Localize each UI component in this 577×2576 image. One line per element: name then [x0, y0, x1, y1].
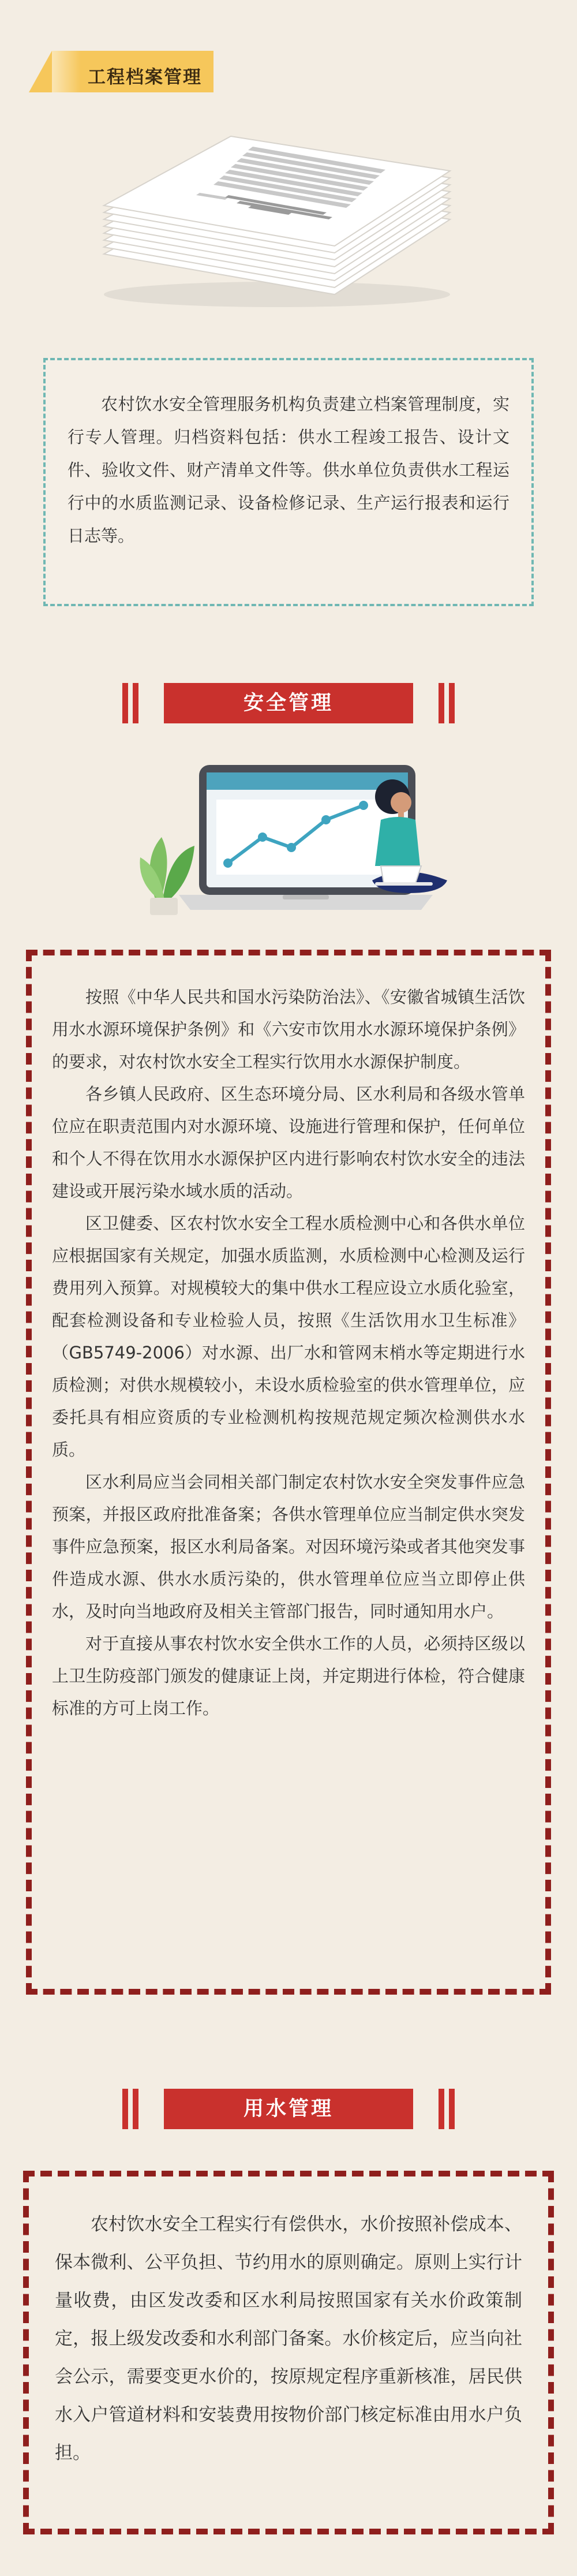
- safety-title: 安全管理: [164, 683, 413, 723]
- documents-stack-illustration: [92, 121, 462, 312]
- water-content-box: [23, 2171, 554, 2534]
- safety-content-box: [26, 950, 551, 1995]
- water-title: 用水管理: [164, 2089, 413, 2129]
- title-bar-mark: [449, 683, 455, 723]
- title-bar-mark: [133, 2089, 138, 2129]
- water-paragraph: 农村饮水安全工程实行有偿供水，水价按照补偿成本、保本微利、公平负担、节约用水的原则确定。原则上实行计量收费，由区发改委和区水利局按照国家有关水价政策制定，报上级发改委和水利部门备案。水价核定后，应当向社会公示，需要变更水价的，按原规定程序重新核准，居民供水入户管道材料和安装费用按物价部门核定标准由用水户负担。: [55, 2214, 522, 2463]
- title-bar-mark: [133, 683, 138, 723]
- safety-paragraph: 区水利局应当会同相关部门制定农村饮水安全突发事件应急预案，并报区政府批准备案；各供水管理单位应当制定供水突发事件应急预案，报区水利局备案。对因环境污染或者其他突发事件造成水源、供水水质污染的，供水管理单位应当立即停止供水，及时向当地政府及相关主管部门报告，同时通知用水户。: [52, 1472, 525, 1621]
- safety-paragraph: 按照《中华人民共和国水污染防治法》、《安徽省城镇生活饮用水水源环境保护条例》和《六安市饮用水水源环境保护条例》的要求，对农村饮水安全工程实行饮用水水源保护制度。: [52, 987, 525, 1072]
- archive-section-title: 工程档案管理: [88, 67, 202, 88]
- title-bar-mark: [439, 2089, 444, 2129]
- safety-paragraph: 区卫健委、区农村饮水安全工程水质检测中心和各供水单位应根据国家有关规定，加强水质监测，水质检测中心检测及运行费用列入预算。对规模较大的集中供水工程应设立水质化验室，配套检测设备和专业检验人员，按照《生活饮用水卫生标准》（GB5749-2006）对水源、出厂水和管网末梢水等定期进行水质检测；对供水规模较小，未设水质检验室的供水管理单位，应委托具有相应资质的专业检测机构按规范规定频次检测供水水质。: [52, 1214, 525, 1459]
- archive-content-box: [43, 358, 534, 606]
- water-title-bar: [122, 2089, 455, 2129]
- title-bar-mark: [122, 683, 128, 723]
- archive-paragraph: 农村饮水安全管理服务机构负责建立档案管理制度，实行专人管理。归档资料包括：供水工程竣工报告、设计文件、验收文件、财产清单文件等。供水单位负责供水工程运行中的水质监测记录、设备检修记录、生产运行报表和运行日志等。: [68, 394, 509, 546]
- title-bar-mark: [122, 2089, 128, 2129]
- title-bar-mark: [449, 2089, 455, 2129]
- archive-section-tag: [29, 51, 213, 92]
- laptop-chart-illustration: [138, 756, 462, 924]
- safety-paragraph: 对于直接从事农村饮水安全供水工作的人员，必须持区级以上卫生防疫部门颁发的健康证上岗，并定期进行体检，符合健康标准的方可上岗工作。: [52, 1634, 525, 1718]
- title-bar-mark: [439, 683, 444, 723]
- safety-title-bar: [122, 683, 455, 723]
- safety-paragraph: 各乡镇人民政府、区生态环境分局、区水利局和各级水管单位应在职责范围内对水源环境、设施进行管理和保护，任何单位和个人不得在饮用水水源保护区内进行影响农村饮水安全的违法建设或开展污染水域水质的活动。: [52, 1084, 525, 1201]
